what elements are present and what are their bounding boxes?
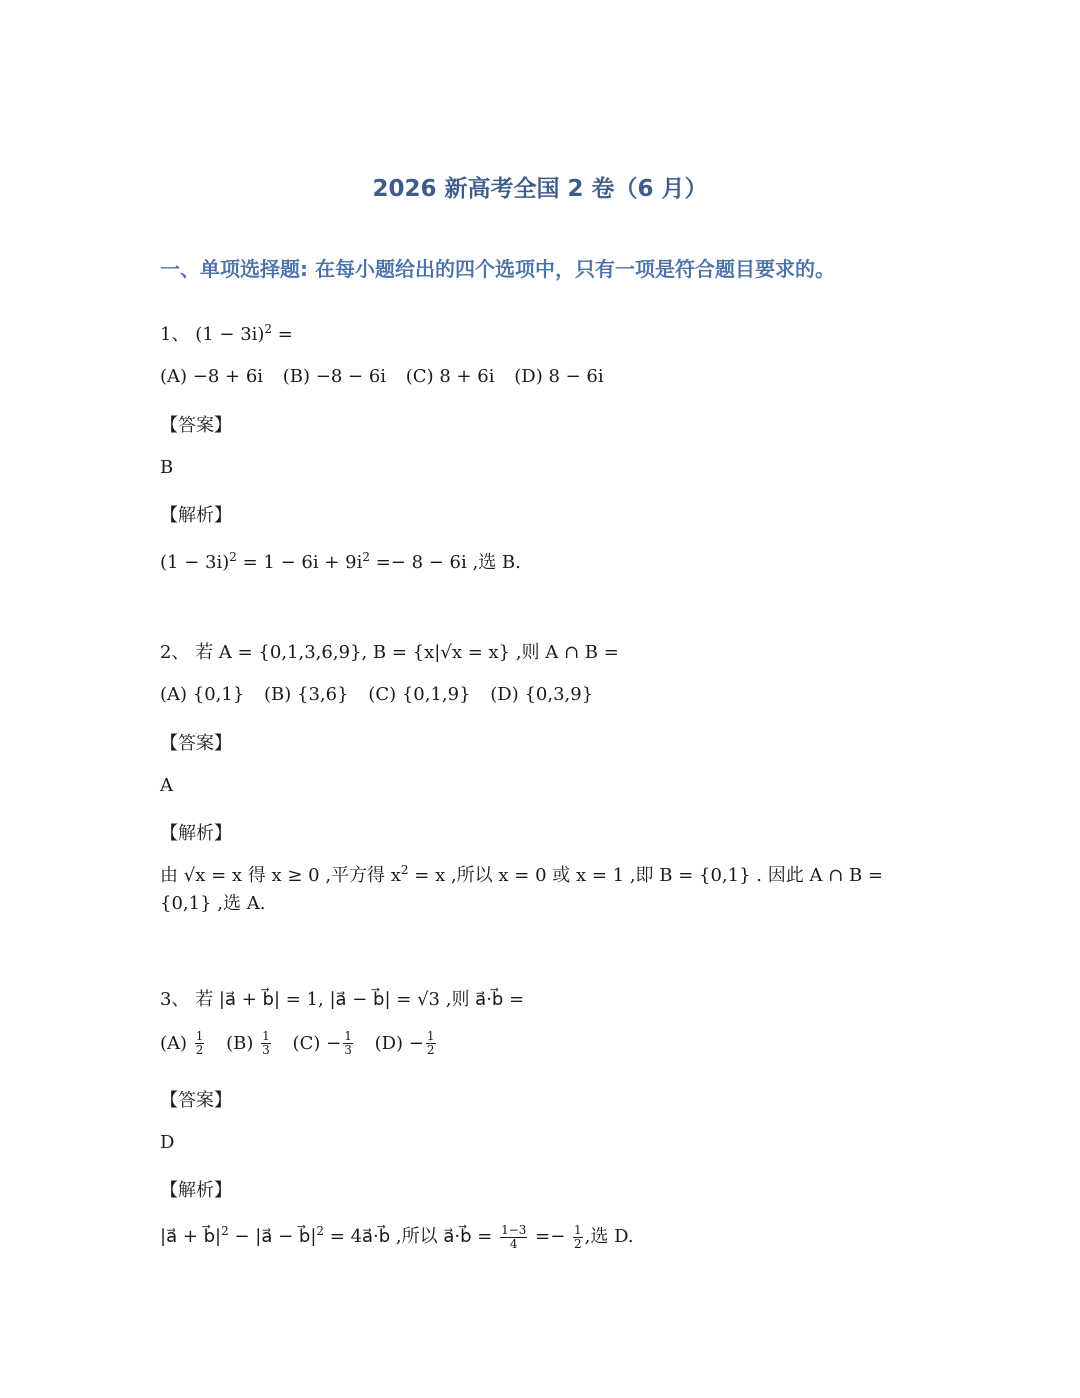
analysis-header: 【解析】 — [160, 823, 232, 844]
section-heading: 一、单项选择题: 在每小题给出的四个选项中，只有一项是符合题目要求的。 — [160, 257, 835, 281]
fraction — [426, 1030, 436, 1057]
analysis-part: = x ,所以 x = 0 或 x = 1 ,即 B = {0,1} . 因此 A ∩ B = {0,1} ,选 A. — [160, 865, 883, 914]
denominator: 2 — [574, 1236, 582, 1251]
exponent: 2 — [229, 550, 237, 564]
question-number: 2、 — [160, 642, 190, 663]
stem-text: 若 |a⃗ + b⃗| = 1, |a⃗ − b⃗| = √3 ,则 a⃗·b⃗ = — [195, 989, 525, 1010]
answer-header: 【答案】 — [160, 1090, 232, 1111]
question-number: 3、 — [160, 989, 190, 1010]
question-1-options — [160, 366, 618, 387]
answer-header: 【答案】 — [160, 415, 232, 436]
analysis-part: ,选 D. — [584, 1226, 634, 1247]
answer-header: 【答案】 — [160, 733, 232, 754]
stem-text: (1 − 3i) — [195, 324, 265, 345]
stem-text: 若 A = {0,1,3,6,9}, B = {x|√x = x} ,则 A ∩ B = — [195, 642, 619, 663]
analysis-part: =− — [529, 1226, 572, 1247]
option-b: (B) {3,6} — [264, 684, 349, 705]
option-b: (B) −8 − 6i — [282, 366, 387, 387]
fraction — [261, 1030, 271, 1057]
option-sign: − — [326, 1032, 342, 1054]
option-c — [292, 1029, 355, 1057]
question-2-stem — [160, 638, 619, 664]
question-3-options — [160, 1030, 452, 1057]
fraction — [195, 1030, 205, 1057]
numerator: 1 — [426, 1029, 435, 1043]
analysis-part: − |a⃗ − b⃗| — [228, 1226, 317, 1247]
denominator: 3 — [344, 1043, 352, 1057]
option-a: (A) −8 + 6i — [160, 366, 264, 387]
option-label: (C) — [292, 1032, 321, 1054]
analysis-part: |a⃗ + b⃗| — [160, 1226, 222, 1247]
exponent: 2 — [264, 322, 273, 336]
exponent: 2 — [400, 863, 409, 877]
option-label: (D) — [374, 1032, 404, 1054]
fraction — [573, 1224, 583, 1251]
analysis-part: 由 √x = x 得 x ≥ 0 ,平方得 x — [160, 865, 401, 886]
exponent: 2 — [362, 550, 370, 564]
option-a: (A) {0,1} — [160, 684, 245, 705]
denominator: 3 — [262, 1043, 270, 1057]
analysis-part: = 1 − 6i + 9i — [236, 552, 363, 573]
question-1-answer: B — [160, 457, 174, 478]
stem-tail: = — [272, 324, 293, 345]
question-3-analysis — [160, 1222, 634, 1251]
numerator: 1 — [574, 1222, 582, 1237]
option-sign: − — [408, 1032, 424, 1054]
option-d: (D) {0,3,9} — [490, 684, 594, 705]
question-2-options — [160, 684, 607, 705]
question-3-answer: D — [160, 1132, 175, 1153]
analysis-part: = 4a⃗·b⃗ ,所以 a⃗·b⃗ = — [324, 1226, 499, 1247]
fraction — [500, 1224, 527, 1251]
question-2-analysis — [160, 862, 930, 918]
denominator: 2 — [195, 1043, 204, 1057]
question-1-analysis — [160, 548, 521, 574]
analysis-header: 【解析】 — [160, 1180, 232, 1201]
question-number: 1、 — [160, 324, 190, 345]
option-c: (C) {0,1,9} — [368, 684, 471, 705]
option-d — [374, 1029, 438, 1057]
question-3-stem — [160, 985, 524, 1011]
analysis-header: 【解析】 — [160, 505, 232, 526]
option-b — [226, 1029, 273, 1057]
numerator: 1 — [344, 1029, 352, 1043]
numerator: 1 — [195, 1029, 204, 1043]
question-1-stem — [160, 320, 293, 346]
numerator: 1 — [262, 1029, 270, 1043]
numerator: 1−3 — [501, 1222, 527, 1237]
analysis-part: =− 8 − 6i ,选 B. — [369, 552, 521, 573]
exponent: 2 — [316, 1224, 325, 1238]
option-a — [160, 1029, 206, 1057]
option-label: (A) — [160, 1032, 188, 1054]
option-label: (B) — [226, 1032, 254, 1054]
denominator: 2 — [426, 1043, 435, 1057]
option-c: (C) 8 + 6i — [405, 366, 495, 387]
option-d: (D) 8 − 6i — [514, 366, 604, 387]
fraction — [343, 1030, 353, 1057]
page-title: 2026 新高考全国 2 卷（6 月） — [372, 176, 708, 202]
question-2-answer: A — [160, 775, 173, 796]
exponent: 2 — [221, 1224, 229, 1238]
analysis-part: (1 − 3i) — [160, 552, 230, 573]
denominator: 4 — [509, 1236, 518, 1251]
